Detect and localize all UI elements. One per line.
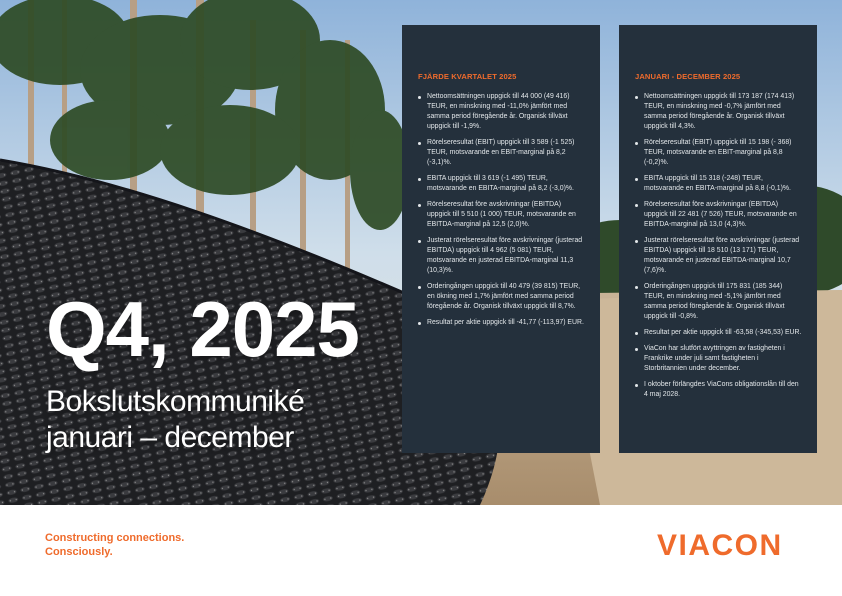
panel-year-list [635, 92, 803, 400]
list-item: Orderingången uppgick till 175 831 (185 344) TEUR, en minskning med -5,1% jämfört med samma period föregående år. Organisk tillväxt uppgick till -0,8%. [635, 282, 803, 322]
tagline-line-1: Constructing connections. [45, 532, 185, 544]
list-item: ViaCon har slutfört avyttringen av fastigheten i Frankrike under juli samt fastigheten i Storbritannien under december. [635, 344, 803, 374]
panel-q4 [402, 25, 600, 453]
subtitle-line-1: Bokslutskommuniké [46, 385, 305, 418]
list-item: Nettoomsättningen uppgick till 173 187 (174 413) TEUR, en minskning med -0,7% jämfört med samma period föregående år. Organisk tillväxt uppgick till 4,3%. [635, 92, 803, 132]
tagline [45, 531, 184, 559]
panel-q4-heading: FJÄRDE KVARTALET 2025 [418, 72, 517, 81]
list-item: Resultat per aktie uppgick till -63,58 (-345,53) EUR. [635, 328, 803, 338]
list-item: Rörelseresultat (EBIT) uppgick till 15 198 (- 368) TEUR, motsvarande en EBIT-marginal på 8,8 (-0,2)%. [635, 138, 803, 168]
panel-q4-list [418, 92, 586, 328]
list-item: Resultat per aktie uppgick till -41,77 (-113,97) EUR. [418, 318, 586, 328]
subtitle-line-2: januari – december [46, 421, 294, 454]
viacon-logo: VIACON [657, 529, 783, 562]
report-title: Q4, 2025 [46, 285, 359, 373]
list-item: Justerat rörelseresultat före avskrivningar (justerad EBITDA) uppgick till 18 510 (13 171) TEUR, motsvarande en justerad EBITDA-marginal 10,7 (7,6)%. [635, 236, 803, 276]
tagline-line-2: Consciously. [45, 546, 113, 558]
list-item: Orderingången uppgick till 40 479 (39 815) TEUR, en ökning med 1,7% jämfört med samma period föregående år. Organisk tillväxt uppgick till 8,7%. [418, 282, 586, 312]
panel-year-heading: JANUARI - DECEMBER 2025 [635, 72, 741, 81]
report-subtitle [46, 384, 304, 456]
list-item: I oktober förlängdes ViaCons obligationslån till den 4 maj 2028. [635, 380, 803, 400]
panel-full-year [619, 25, 817, 453]
list-item: Nettoomsättningen uppgick till 44 000 (49 416) TEUR, en minskning med -11,0% jämfört med samma period föregående år. Organisk tillväxt uppgick till -1,9%. [418, 92, 586, 132]
list-item: EBITA uppgick till 3 619 (-1 495) TEUR, motsvarande en EBITA-marginal på 8,2 (-3,0)%. [418, 174, 586, 194]
list-item: Rörelseresultat före avskrivningar (EBITDA) uppgick till 22 481 (7 526) TEUR, motsvarande en EBITDA-marginal på 13,0 (4,3)%. [635, 200, 803, 230]
list-item: Rörelseresultat före avskrivningar (EBITDA) uppgick till 5 510 (1 000) TEUR, motsvarande en EBITDA-marginal på 12,5 (2,0)%. [418, 200, 586, 230]
list-item: Justerat rörelseresultat före avskrivningar (justerad EBITDA) uppgick till 4 962 (5 081) TEUR, motsvarande en justerad EBITDA-marginal 11,3 (10,3)%. [418, 236, 586, 276]
list-item: EBITA uppgick till 15 318 (-248) TEUR, motsvarande en EBITA-marginal på 8,8 (-0,1)%. [635, 174, 803, 194]
list-item: Rörelseresultat (EBIT) uppgick till 3 589 (-1 525) TEUR, motsvarande en EBIT-marginal på 8,2 (-3,1)%. [418, 138, 586, 168]
